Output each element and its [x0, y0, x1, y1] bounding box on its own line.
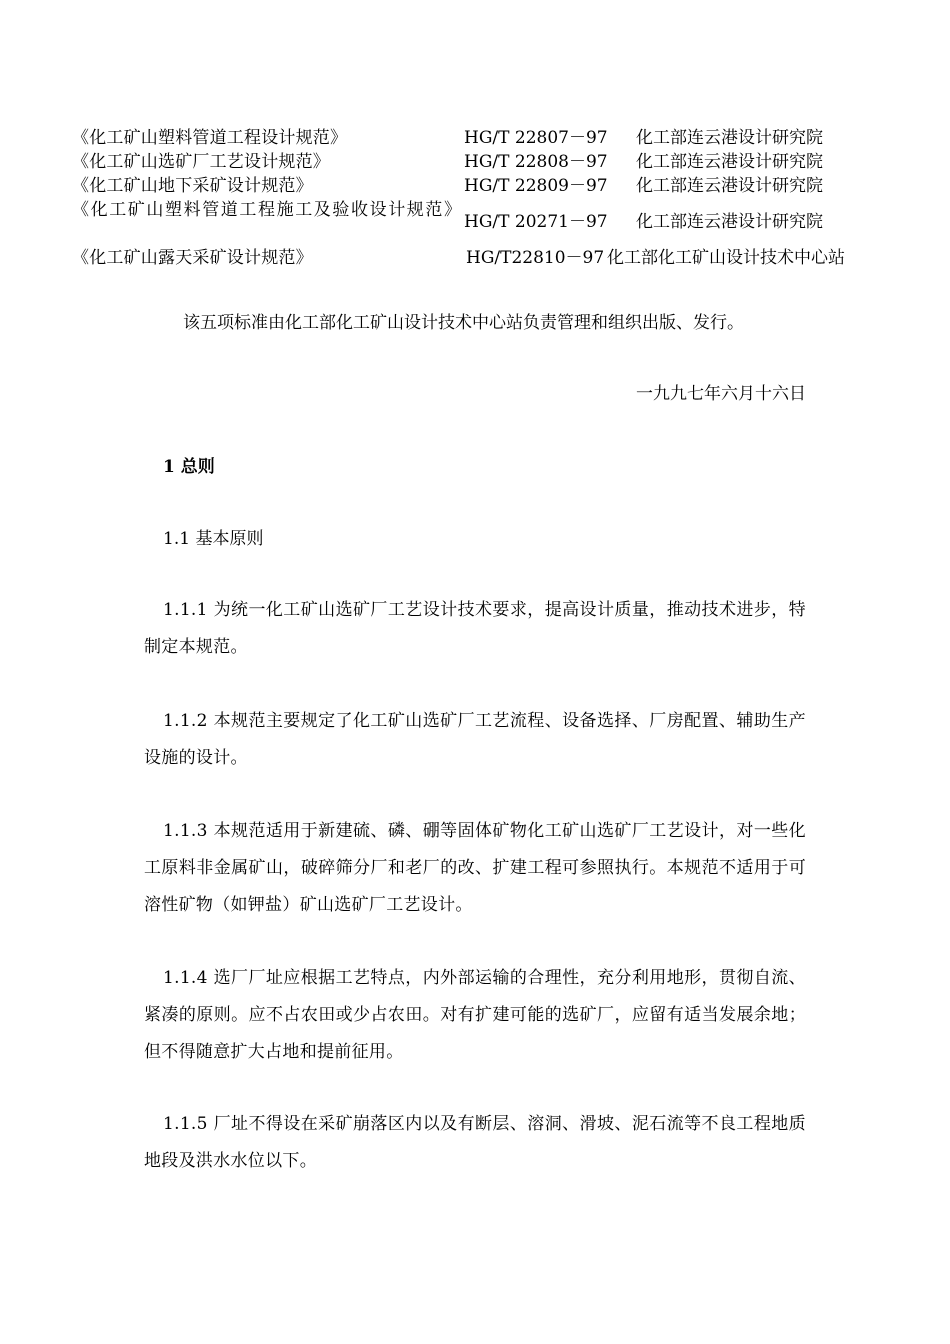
standard-title: 《化工矿山露天采矿设计规范》	[72, 248, 313, 268]
clause-paragraph: 1.1.2 本规范主要规定了化工矿山选矿厂工艺流程、设备选择、厂房配置、辅助生产设施的设计。	[144, 711, 806, 768]
clause-paragraph: 1.1.4 选厂厂址应根据工艺特点，内外部运输的合理性，充分利用地形，贯彻自流、紧凑的原则。应不占农田或少占农田。对有扩建可能的选矿厂，应留有适当发展余地；但不得随意扩大占地和提前征用。	[144, 968, 806, 1062]
standard-organization: 化工部连云港设计研究院	[636, 212, 823, 232]
section-heading: 1 总则	[163, 457, 215, 477]
publication-notice: 该五项标准由化工部化工矿山设计技术中心站负责管理和组织出版、发行。	[183, 313, 744, 333]
standard-organization: 化工部连云港设计研究院	[636, 128, 823, 148]
clause-paragraph: 1.1.3 本规范适用于新建硫、磷、硼等固体矿物化工矿山选矿厂工艺设计，对一些化工原料非金属矿山，破碎筛分厂和老厂的改、扩建工程可参照执行。本规范不适用于可溶性矿物（如钾盐）矿山选矿厂工艺设计。	[144, 821, 806, 915]
standard-title: 《化工矿山塑料管道工程设计规范》	[72, 128, 348, 148]
standard-code: HG/T 22808－97	[464, 152, 608, 172]
standard-organization: 化工部化工矿山设计技术中心站	[607, 248, 845, 268]
issue-date: 一九九七年六月十六日	[636, 384, 806, 404]
standard-row	[72, 198, 892, 246]
clause-paragraph: 1.1.5 厂址不得设在采矿崩落区内以及有断层、溶洞、滑坡、泥石流等不良工程地质地段及洪水水位以下。	[144, 1114, 806, 1171]
standards-list	[72, 126, 892, 270]
standard-code: HG/T 22809－97	[464, 176, 608, 196]
standard-title: 《化工矿山塑料管道工程施工及验收设计规范》	[72, 200, 463, 220]
standard-organization: 化工部连云港设计研究院	[636, 176, 823, 196]
standard-row	[72, 174, 892, 198]
standard-code: HG/T 20271－97	[464, 212, 608, 232]
standard-title: 《化工矿山选矿厂工艺设计规范》	[72, 152, 330, 172]
standard-row	[72, 126, 892, 150]
standard-row	[72, 246, 892, 270]
standard-organization: 化工部连云港设计研究院	[636, 152, 823, 172]
subsection-heading: 1.1 基本原则	[163, 529, 264, 549]
standard-row	[72, 150, 892, 174]
standard-code: HG/T 22807－97	[464, 128, 608, 148]
clause-paragraph: 1.1.1 为统一化工矿山选矿厂工艺设计技术要求，提高设计质量，推动技术进步，特制定本规范。	[144, 600, 806, 657]
standard-code: HG/T22810－97	[466, 248, 605, 268]
standard-title: 《化工矿山地下采矿设计规范》	[72, 176, 313, 196]
